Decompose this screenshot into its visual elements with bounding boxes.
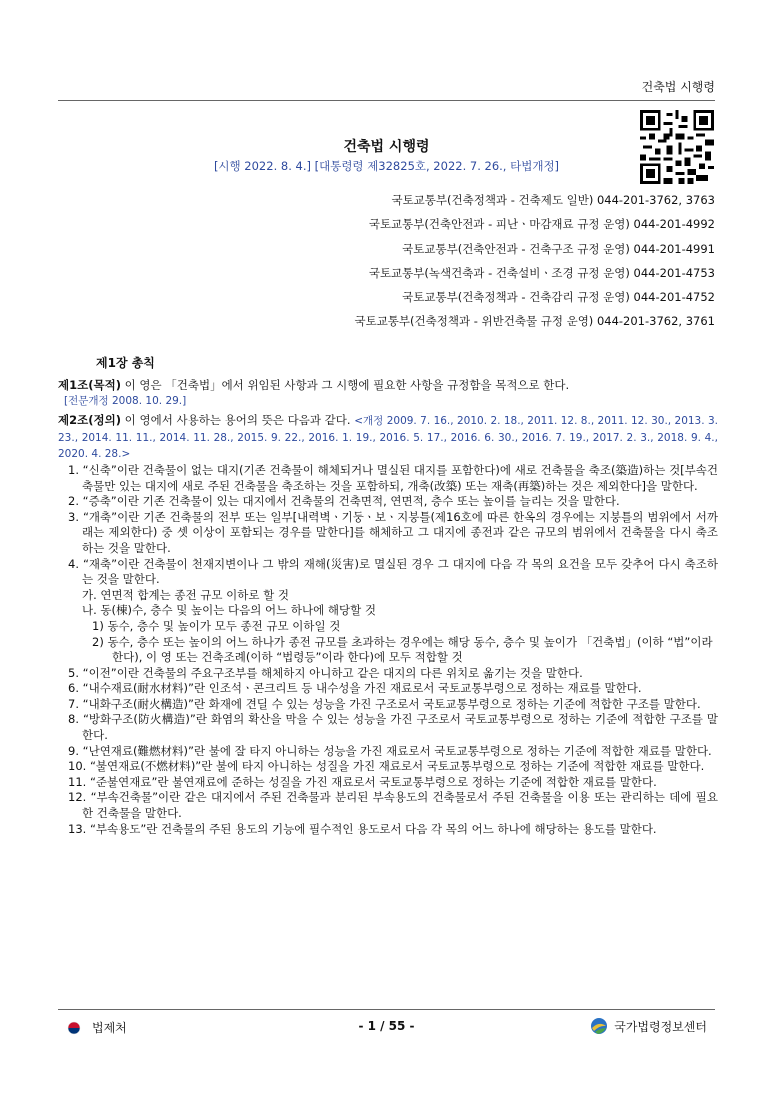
sub-list-item: 나. 동(棟)수, 층수 및 높이는 다음의 어느 하나에 해당할 것 (82, 603, 376, 618)
article-2-text: 이 영에서 사용하는 용어의 뜻은 다음과 같다. (120, 413, 355, 428)
sub-list-item: 가. 연면적 합계는 종전 규모 이하로 할 것 (82, 587, 289, 602)
sub-sub-list-item: 1) 동수, 층수 및 높이가 모두 종전 규모 이하일 것 (92, 618, 341, 633)
list-item: 6. “내수재료(耐水材料)”란 인조석ㆍ콘크리트 등 내수성을 가진 재료로서 국토교통부령으로 정하는 재료를 말한다. (68, 681, 642, 696)
list-item: 1. “신축”이란 건축물이 없는 대지(기존 건축물이 해체되거나 멸실된 대지를 포함한다)에 새로 건축물을 축조(築造)하는 것[부속건축물만 있는 대지에 새로 주된 건축물을 축조하는 것을 포함하되, 개축(改築) 또는 재축(再築)하는 것은 제외한다]을 말한다. (68, 462, 718, 493)
list-item: 2. “증축”이란 기존 건축물이 있는 대지에서 건축물의 건축면적, 연면적, 층수 또는 높이를 늘리는 것을 말한다. (68, 494, 620, 509)
list-item: 12. “부속건축물”이란 같은 대지에서 주된 건축물과 분리된 부속용도의 건축물로서 주된 건축물을 이용 또는 관리하는 데에 필요한 건축물을 말한다. (68, 790, 718, 821)
list-item: 10. “불연재료(不燃材料)”란 불에 타지 아니하는 성질을 가진 재료로서 국토교통부령으로 정하는 기준에 적합한 재료를 말한다. (68, 759, 705, 774)
list-item: 8. “방화구조(防火構造)”란 화염의 확산을 막을 수 있는 성능을 가진 구조로서 국토교통부령으로 정하는 기준에 적합한 구조를 말한다. (68, 712, 718, 743)
contact-line: 국토교통부(건축정책과 - 건축감리 규정 운영) 044-201-4752 (402, 290, 715, 305)
article-2-amendment[interactable]: <개정 2009. 7. 16., 2010. 2. 18., 2011. 12. 8., 2011. 12. 30., 2013. 3. 23., 2014. 11. 11., 2014. 11. 28., 2015. 9. 22., 2016. 1. 19., 2016. 5. 17., 2016. 6. 30., 2016. 7. 19., 2017. 2. 3., 2018. 9. 4., 2020. 4. 28.> (58, 415, 718, 461)
contact-list (354, 191, 715, 337)
header-divider (58, 100, 715, 101)
list-item: 11. “준불연재료”란 불연재료에 준하는 성질을 가진 재료로서 국토교통부령으로 정하는 기준에 적합한 재료를 말한다. (68, 774, 657, 789)
list-item: 3. “개축”이란 기존 건축물의 전부 또는 일부[내력벽ㆍ기둥ㆍ보ㆍ지붕틀(제16호에 따른 한옥의 경우에는 지붕틀의 범위에서 서까래는 제외한다) 중 셋 이상이 포함되는 경우를 말한다]를 해체하고 그 대지에 종전과 같은 규모의 범위에서 건축물을 다시 축조하는 것을 말한다. (68, 509, 718, 555)
article-2-heading: 제2조(정의) (58, 413, 121, 428)
footer-right (590, 1017, 707, 1035)
list-item: 7. “내화구조(耐火構造)”란 화재에 견딜 수 있는 성능을 가진 구조로서 국토교통부령으로 정하는 기준에 적합한 구조를 말한다. (68, 696, 701, 711)
footer-center-name: 국가법령정보센터 (614, 1019, 707, 1034)
list-item: 9. “난연재료(難燃材料)”란 불에 잘 타지 아니하는 성능을 가진 재료로서 국토교통부령으로 정하는 기준에 적합한 재료를 말한다. (68, 743, 712, 758)
document-subtitle[interactable]: [시행 2022. 8. 4.] [대통령령 제32825호, 2022. 7. 26., 타법개정] (213, 159, 560, 173)
sub-sub-list-item: 2) 동수, 층수 또는 높이의 어느 하나가 종전 규모를 초과하는 경우에는 해당 동수, 층수 및 높이가 「건축법」(이하 “법”이라 한다), 이 영 또는 건축조례(이하 “법령등”이라 한다)에 모두 적합할 것 (92, 634, 713, 665)
contact-line: 국토교통부(녹색건축과 - 건축설비ㆍ조경 규정 운영) 044-201-4753 (368, 265, 715, 280)
article-1 (58, 378, 718, 394)
list-item: 13. “부속용도”란 건축물의 주된 용도의 기능에 필수적인 용도로서 다음 각 목의 어느 하나에 해당하는 용도를 말한다. (68, 821, 657, 836)
article-2 (58, 413, 718, 463)
chapter-heading: 제1장 총칙 (96, 356, 155, 370)
definition-list (58, 463, 718, 837)
article-1-amendment[interactable]: [전문개정 2008. 10. 29.] (64, 394, 187, 407)
article-1-text: 이 영은 「건축법」에서 위임된 사항과 그 시행에 필요한 사항을 규정함을 목적으로 한다. (120, 378, 570, 392)
contact-line: 국토교통부(건축안전과 - 피난ㆍ마감재료 규정 운영) 044-201-4992 (368, 217, 715, 232)
page-number: - 1 / 55 - (358, 1019, 415, 1033)
contact-line: 국토교통부(건축정책과 - 위반건축물 규정 운영) 044-201-3762, 3761 (354, 314, 715, 329)
contact-line: 국토교통부(건축정책과 - 건축제도 일반) 044-201-3762, 3763 (391, 193, 715, 207)
law-body (58, 378, 718, 837)
law-center-logo-icon (590, 1017, 608, 1035)
article-1-heading: 제1조(목적) (58, 378, 121, 392)
contact-line: 국토교통부(건축안전과 - 건축구조 규정 운영) 044-201-4991 (402, 241, 715, 256)
header-title: 건축법 시행령 (641, 80, 715, 94)
footer-divider (58, 1009, 715, 1010)
list-item: 4. “재축”이란 건축물이 천재지변이나 그 밖의 재해(災害)로 멸실된 경우 그 대지에 다음 각 목의 요건을 모두 갖추어 다시 축조하는 것을 말한다. (68, 556, 718, 587)
footer-agency: 법제처 (92, 1021, 127, 1035)
list-item: 5. “이전”이란 건축물의 주요구조부를 해체하지 아니하고 같은 대지의 다른 위치로 옮기는 것을 말한다. (68, 665, 583, 680)
document-title: 건축법 시행령 (343, 139, 430, 155)
